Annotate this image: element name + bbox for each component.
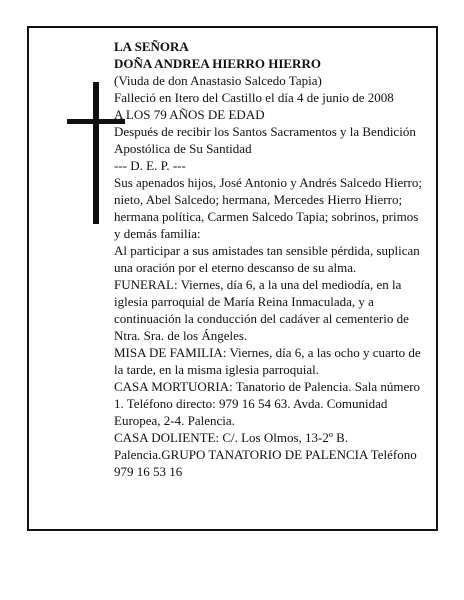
obituary-text (114, 38, 426, 480)
widow-of-line: (Viuda de don Anastasio Salcedo Tapia) (114, 73, 322, 88)
obituary-title-line: LA SEÑORA (114, 39, 189, 54)
sacraments-line: Después de recibir los Santos Sacramentos y la Bendición Apostólica de Su Santidad (114, 124, 416, 156)
prayer-request: Al participar a sus amistades tan sensible pérdida, suplican una oración por el eterno descanso de su alma. (114, 243, 420, 275)
deceased-name: DOÑA ANDREA HIERRO HIERRO (114, 56, 321, 71)
rip-line: --- D. E. P. --- (114, 158, 186, 173)
family-mass-details: MISA DE FAMILIA: Viernes, día 6, a las ocho y cuarto de la tarde, en la misma iglesia parroquial. (114, 345, 421, 377)
cross-vertical-bar (93, 82, 99, 224)
funeral-home-details: CASA MORTUORIA: Tanatorio de Palencia. Sala número 1. Teléfono directo: 979 16 54 63. Avda. Comunidad Europea, 2-4. Palencia. (114, 379, 421, 428)
age-line: A LOS 79 AÑOS DE EDAD (114, 107, 265, 122)
death-info: Falleció en Itero del Castillo el día 4 de junio de 2008 (114, 90, 394, 105)
mourning-house-details: CASA DOLIENTE: C/. Los Olmos, 13-2º B. Palencia.GRUPO TANATORIO DE PALENCIA Teléfono 979 16 53 16 (114, 430, 417, 479)
mourners-paragraph: Sus apenados hijos, José Antonio y Andrés Salcedo Hierro; nieto, Abel Salcedo; hermana, Mercedes Hierro Hierro; hermana política, Carmen Salcedo Tapia; sobrinos, primos y demás familia: (114, 175, 422, 241)
funeral-details: FUNERAL: Viernes, día 6, a la una del mediodía, en la iglesia parroquial de María Reina Inmaculada, y a continuación la conducción del cadáver al cementerio de Ntra. Sra. de los Ángeles. (114, 277, 409, 343)
